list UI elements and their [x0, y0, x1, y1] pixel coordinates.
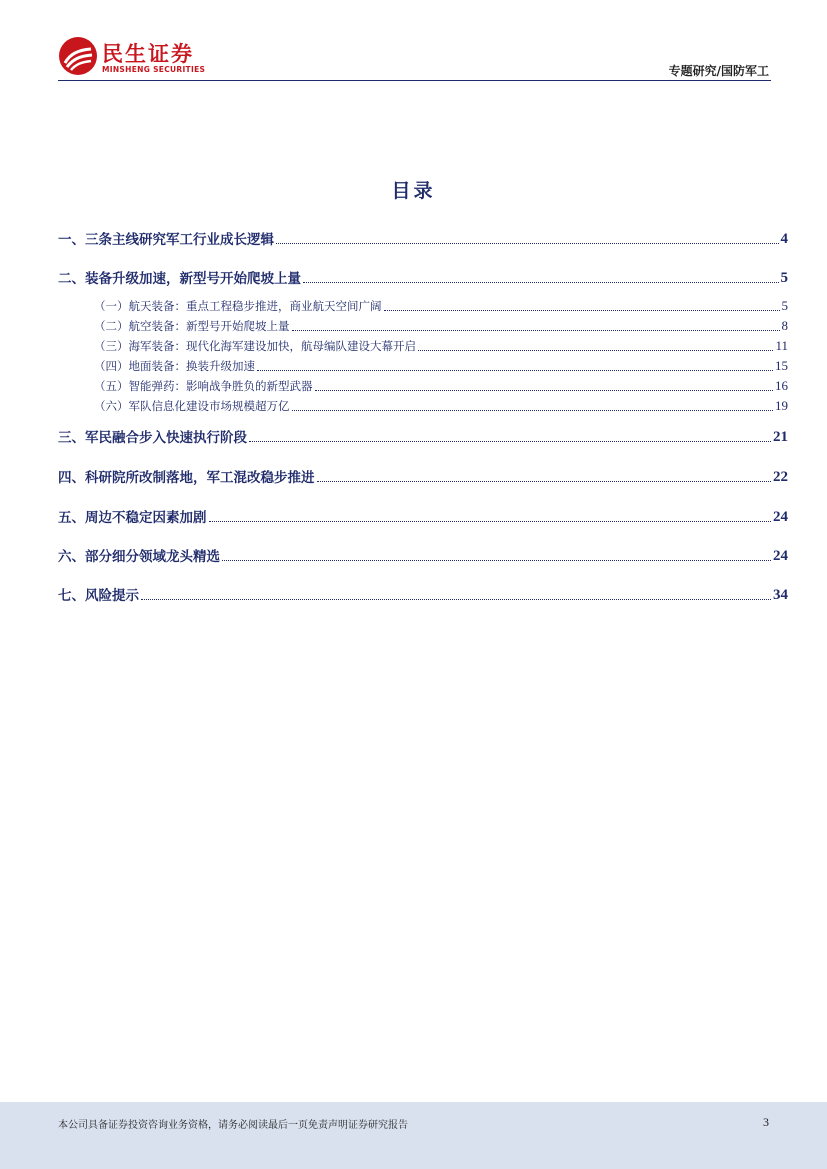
toc-entry-page: 5 [780, 270, 788, 286]
toc-entry-page: 11 [775, 338, 788, 353]
toc-entry-page: 24 [773, 509, 788, 525]
toc-entry-label: （六）军队信息化建设市场规模超万亿 [94, 399, 290, 413]
page-header [0, 0, 827, 90]
toc-leader-dots [292, 329, 780, 331]
logo-emblem-icon [58, 36, 98, 76]
toc-leader-dots [317, 480, 772, 482]
toc-entry-label: （一）航天装备：重点工程稳步推进，商业航天空间广阔 [94, 299, 382, 313]
toc-subentry[interactable] [94, 298, 788, 314]
header-divider [58, 80, 771, 81]
footer-page-number: 3 [763, 1115, 769, 1129]
toc-leader-dots [257, 369, 773, 371]
toc-entry-page: 24 [773, 548, 788, 564]
toc-entry-page: 4 [780, 231, 788, 247]
toc-entry-label: 二、装备升级加速，新型号开始爬坡上量 [58, 271, 301, 287]
report-category: 专题研究/国防军工 [668, 64, 769, 78]
toc-entry[interactable] [58, 584, 788, 604]
toc-leader-dots [209, 520, 772, 522]
toc-leader-dots [384, 309, 780, 311]
toc-entry[interactable] [58, 426, 788, 446]
toc-entry-page: 34 [773, 587, 788, 603]
toc-subentry[interactable] [94, 318, 788, 334]
toc-entry-label: （四）地面装备：换装升级加速 [94, 359, 255, 373]
toc-entry-label: （三）海军装备：现代化海军建设加快，航母编队建设大幕开启 [94, 339, 416, 353]
toc-title: 目录 [391, 180, 436, 202]
toc-subentry[interactable] [94, 378, 788, 394]
toc-leader-dots [141, 598, 771, 600]
logo-chinese-name: 民生证券 [102, 42, 194, 66]
footer-disclaimer: 本公司具备证券投资咨询业务资格，请务必阅读最后一页免责声明证券研究报告 [58, 1120, 408, 1131]
toc-entry-page: 8 [781, 318, 788, 333]
toc-entry-page: 5 [781, 298, 788, 313]
toc-entry-label: 四、科研院所改制落地，军工混改稳步推进 [58, 470, 315, 486]
toc-leader-dots [276, 242, 779, 244]
toc-entry-label: 五、周边不稳定因素加剧 [58, 510, 207, 526]
toc-entry-page: 16 [775, 378, 788, 393]
toc-entry-label: （二）航空装备：新型号开始爬坡上量 [94, 319, 290, 333]
minsheng-logo [58, 36, 218, 78]
toc-entry[interactable] [58, 267, 788, 287]
page-footer [0, 1102, 827, 1169]
toc-entry[interactable] [58, 466, 788, 486]
toc-entry-page: 19 [775, 398, 788, 413]
toc-entry-label: 三、军民融合步入快速执行阶段 [58, 430, 247, 446]
toc-entry-label: （五）智能弹药：影响战争胜负的新型武器 [94, 379, 313, 393]
toc-leader-dots [292, 409, 774, 411]
toc-entry-page: 22 [773, 469, 788, 485]
toc-subentry[interactable] [94, 398, 788, 414]
toc-subentry[interactable] [94, 358, 788, 374]
toc-leader-dots [418, 349, 773, 351]
toc-entry-page: 15 [775, 358, 788, 373]
toc-entry-label: 六、部分细分领域龙头精选 [58, 549, 220, 565]
toc-entry[interactable] [58, 545, 788, 565]
toc-entry[interactable] [58, 228, 788, 248]
toc-entry-label: 一、三条主线研究军工行业成长逻辑 [58, 232, 274, 248]
toc-leader-dots [222, 559, 771, 561]
toc-leader-dots [315, 389, 774, 391]
toc-leader-dots [249, 440, 771, 442]
toc-subentry[interactable] [94, 338, 788, 354]
toc-entry-page: 21 [773, 429, 788, 445]
toc-leader-dots [303, 281, 779, 283]
logo-english-name: MINSHENG SECURITIES [102, 65, 206, 74]
toc-entry[interactable] [58, 506, 788, 526]
toc-entry-label: 七、风险提示 [58, 588, 139, 604]
